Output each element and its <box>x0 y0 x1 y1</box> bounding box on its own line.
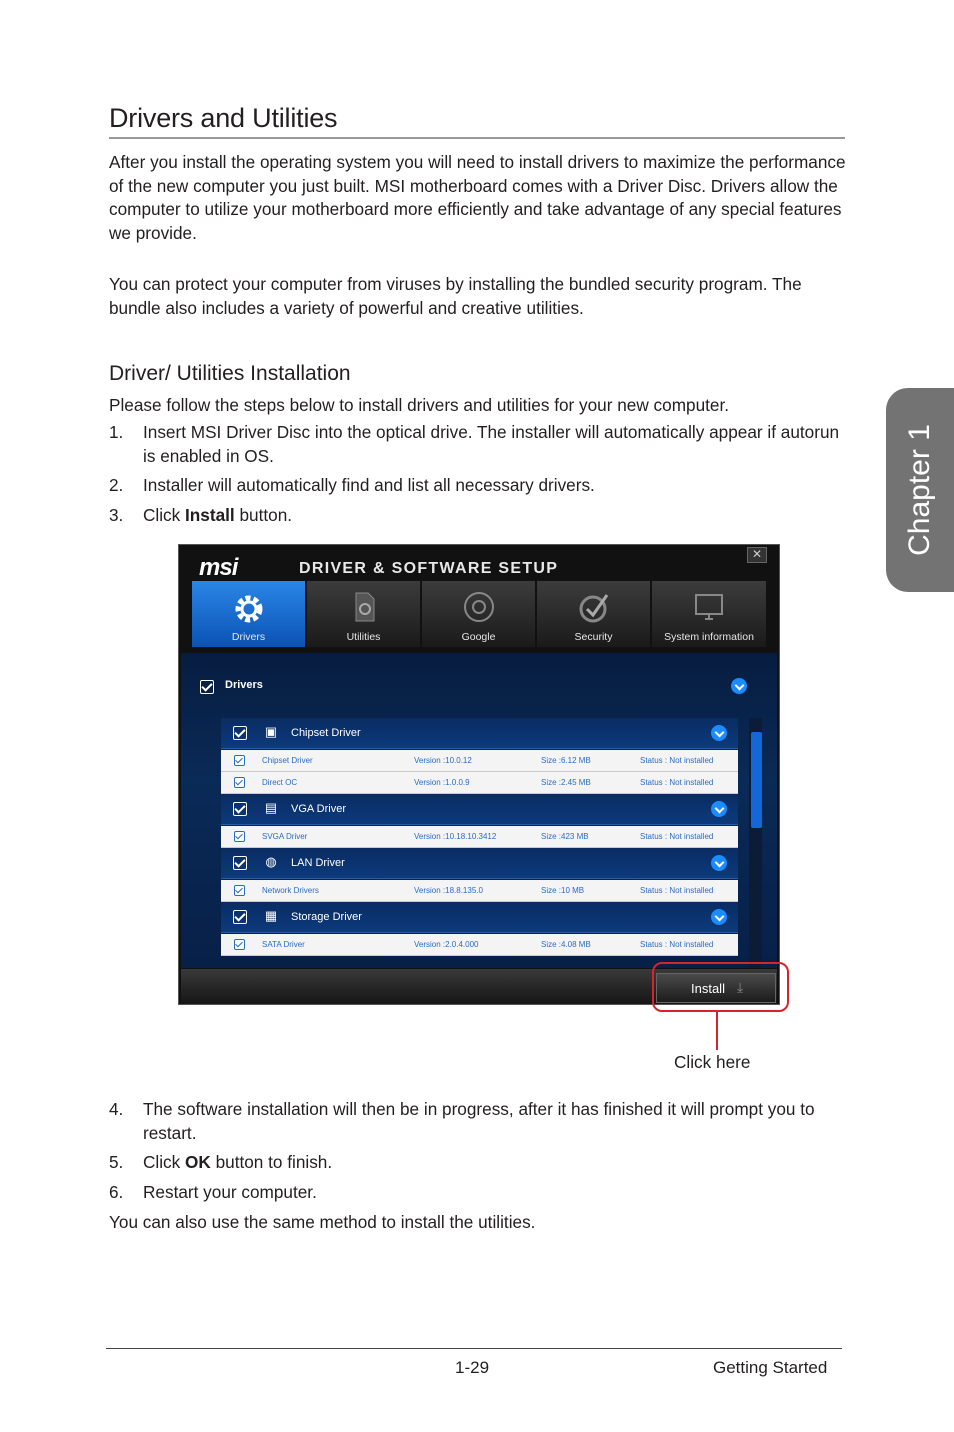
step-text: Installer will automatically find and list all necessary drivers. <box>143 475 595 495</box>
driver-row[interactable] <box>221 750 738 772</box>
driver-size: Size :6.12 MB <box>541 756 591 765</box>
window-title: DRIVER & SOFTWARE SETUP <box>299 560 559 577</box>
chevron-down-icon[interactable] <box>711 725 727 741</box>
gear-icon <box>229 589 269 629</box>
driver-size: Size :2.45 MB <box>541 778 591 787</box>
chapter-label: Chapter 1 <box>903 424 936 556</box>
intro-paragraph-2: You can protect your computer from viruses by installing the bundled security program. The bundle also includes a variety of powerful and creative utilities. <box>109 274 802 318</box>
drivers-master-label: Drivers <box>225 679 263 691</box>
page-number: 1-29 <box>455 1358 490 1377</box>
driver-status: Status : Not installed <box>640 756 714 765</box>
driver-status: Status : Not installed <box>640 832 714 841</box>
section-heading: Driver/ Utilities Installation <box>109 362 351 385</box>
driver-row[interactable] <box>221 880 738 902</box>
step-number: 4. <box>109 1099 124 1119</box>
drivers-panel <box>181 653 777 968</box>
group-checkbox[interactable] <box>233 856 247 870</box>
driver-version: Version :10.0.12 <box>414 756 472 765</box>
chapter-tab <box>886 388 954 592</box>
drivers-master-checkbox[interactable] <box>200 680 214 694</box>
chevron-down-icon[interactable] <box>711 909 727 925</box>
step-number: 5. <box>109 1152 124 1172</box>
driver-status: Status : Not installed <box>640 778 714 787</box>
msi-logo: msi <box>199 554 238 581</box>
group-checkbox[interactable] <box>233 802 247 816</box>
chevron-down-icon[interactable] <box>731 678 747 694</box>
step-number: 1. <box>109 422 124 442</box>
graphics-card-icon: ▤ <box>264 800 278 815</box>
step-text: The software installation will then be in progress, after it has finished it will prompt you to restart. <box>143 1099 815 1143</box>
callout-line <box>716 1012 718 1050</box>
tab-system-information[interactable] <box>652 581 767 647</box>
driver-version: Version :10.18.10.3412 <box>414 832 497 841</box>
tab-label: Utilities <box>346 631 381 643</box>
driver-name: SATA Driver <box>262 940 305 949</box>
group-name: Storage Driver <box>291 911 362 923</box>
document-icon <box>346 589 382 625</box>
driver-row[interactable] <box>221 934 738 956</box>
group-checkbox[interactable] <box>233 910 247 924</box>
closing-note: You can also use the same method to install the utilities. <box>109 1212 536 1232</box>
group-name: VGA Driver <box>291 803 347 815</box>
install-label: Install <box>691 981 725 996</box>
tab-drivers[interactable] <box>192 581 306 647</box>
page-title: Drivers and Utilities <box>109 103 338 133</box>
driver-size: Size :423 MB <box>541 832 589 841</box>
row-checkbox[interactable] <box>234 939 245 950</box>
step-number: 2. <box>109 475 124 495</box>
group-name: Chipset Driver <box>291 727 361 739</box>
chevron-down-icon[interactable] <box>711 855 727 871</box>
close-button[interactable]: ✕ <box>747 547 767 563</box>
callout-highlight <box>652 962 789 1012</box>
chevron-down-icon[interactable] <box>711 801 727 817</box>
step-text: Restart your computer. <box>143 1182 317 1202</box>
chrome-icon <box>461 589 497 625</box>
tab-utilities[interactable] <box>307 581 421 647</box>
driver-group-storage <box>221 902 738 933</box>
driver-name: Network Drivers <box>262 886 319 895</box>
driver-name: Direct OC <box>262 778 298 787</box>
driver-size: Size :4.08 MB <box>541 940 591 949</box>
driver-version: Version :18.8.135.0 <box>414 886 483 895</box>
tab-label: Security <box>574 631 613 643</box>
driver-group-chipset <box>221 718 738 749</box>
driver-group-lan <box>221 848 738 879</box>
ok-keyword: OK <box>185 1152 211 1172</box>
scrollbar-thumb[interactable] <box>751 732 762 828</box>
callout-label: Click here <box>674 1052 751 1072</box>
monitor-icon <box>691 589 727 625</box>
install-keyword: Install <box>185 505 235 525</box>
driver-name: SVGA Driver <box>262 832 308 841</box>
driver-version: Version :2.0.4.000 <box>414 940 479 949</box>
row-checkbox[interactable] <box>234 755 245 766</box>
tab-security[interactable] <box>537 581 651 647</box>
tab-label: System information <box>664 631 754 643</box>
driver-status: Status : Not installed <box>640 940 714 949</box>
driver-name: Chipset Driver <box>262 756 313 765</box>
title-divider <box>109 137 845 139</box>
footer-section: Getting Started <box>713 1358 828 1377</box>
step-number: 6. <box>109 1182 124 1202</box>
step-text: Insert MSI Driver Disc into the optical drive. The installer will automatically appear if autorun is enabled in OS. <box>143 422 840 466</box>
row-checkbox[interactable] <box>234 885 245 896</box>
footer-divider <box>106 1348 842 1349</box>
storage-drive-icon: ▦ <box>264 908 278 923</box>
driver-row[interactable] <box>221 772 738 794</box>
row-checkbox[interactable] <box>234 831 245 842</box>
step-text: Click Install button. <box>143 505 293 525</box>
tab-label: Drivers <box>231 631 266 643</box>
category-tabs <box>192 581 766 647</box>
intro-paragraph-1: After you install the operating system you will need to install drivers to maximize the performance of the new computer you just built. MSI motherboard comes with a Driver Disc. Drivers allow the computer to utilize your motherboard more efficiently and take advantage of any special features we provide. <box>109 152 846 243</box>
group-checkbox[interactable] <box>233 726 247 740</box>
installer-window <box>178 544 780 1005</box>
tab-label: Google <box>461 631 496 643</box>
group-name: LAN Driver <box>291 857 345 869</box>
step-text: Click OK button to finish. <box>143 1152 333 1172</box>
download-arrow-icon: ⤓ <box>737 979 744 995</box>
driver-version: Version :1.0.0.9 <box>414 778 470 787</box>
tab-google[interactable] <box>422 581 536 647</box>
driver-size: Size :10 MB <box>541 886 585 895</box>
shield-check-icon <box>576 589 612 625</box>
driver-group-vga <box>221 794 738 825</box>
driver-row[interactable] <box>221 826 738 848</box>
chip-icon: ▣ <box>264 724 278 739</box>
step-number: 3. <box>109 505 124 525</box>
row-checkbox[interactable] <box>234 777 245 788</box>
network-globe-icon: ◍ <box>265 854 277 869</box>
steps-intro: Please follow the steps below to install drivers and utilities for your new computer. <box>109 395 730 415</box>
driver-status: Status : Not installed <box>640 886 714 895</box>
